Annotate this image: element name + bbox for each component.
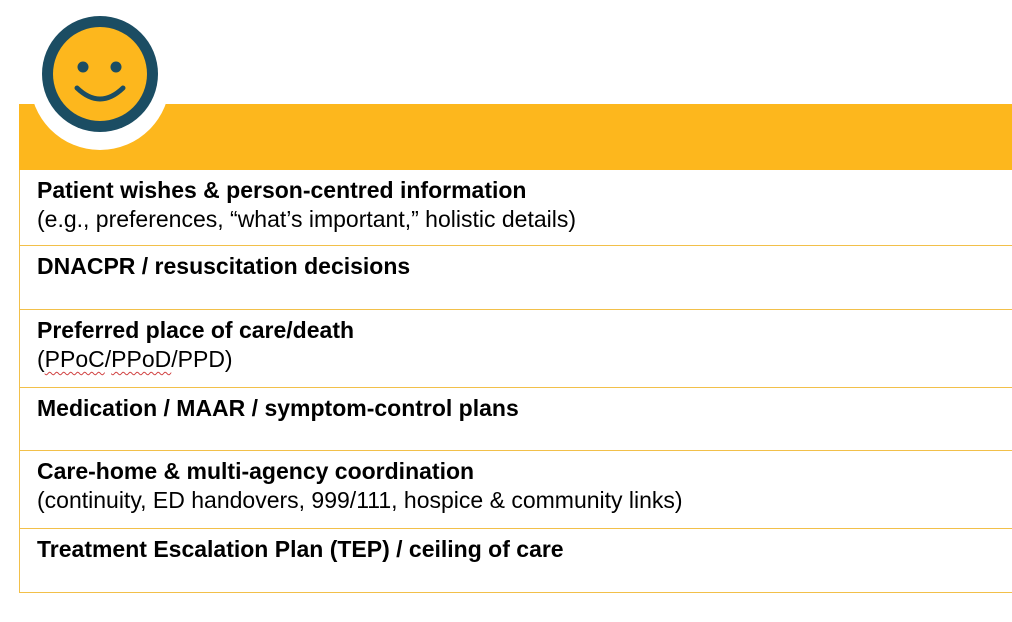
row-title: Medication / MAAR / symptom-control plans (37, 395, 519, 421)
row-title: Treatment Escalation Plan (TEP) / ceiling of care (37, 536, 564, 562)
table-row (20, 310, 1012, 388)
table-row (20, 246, 1012, 310)
info-table (19, 170, 1012, 593)
row-title: Patient wishes & person-centred information (37, 177, 527, 203)
table-row (20, 529, 1012, 593)
table-row (20, 451, 1012, 529)
row-title: Preferred place of care/death (37, 317, 355, 343)
row-subtitle: (continuity, ED handovers, 999/111, hospice & community links) (37, 487, 683, 513)
table-row (20, 170, 1012, 246)
row-title: DNACPR / resuscitation decisions (37, 253, 411, 279)
smiley-face-icon (30, 10, 170, 150)
row-title: Care-home & multi-agency coordination (37, 458, 475, 484)
row-subtitle: (PPoC/PPoD/PPD) (37, 346, 233, 372)
table-row (20, 388, 1012, 451)
row-subtitle: (e.g., preferences, “what’s important,” holistic details) (37, 206, 577, 232)
